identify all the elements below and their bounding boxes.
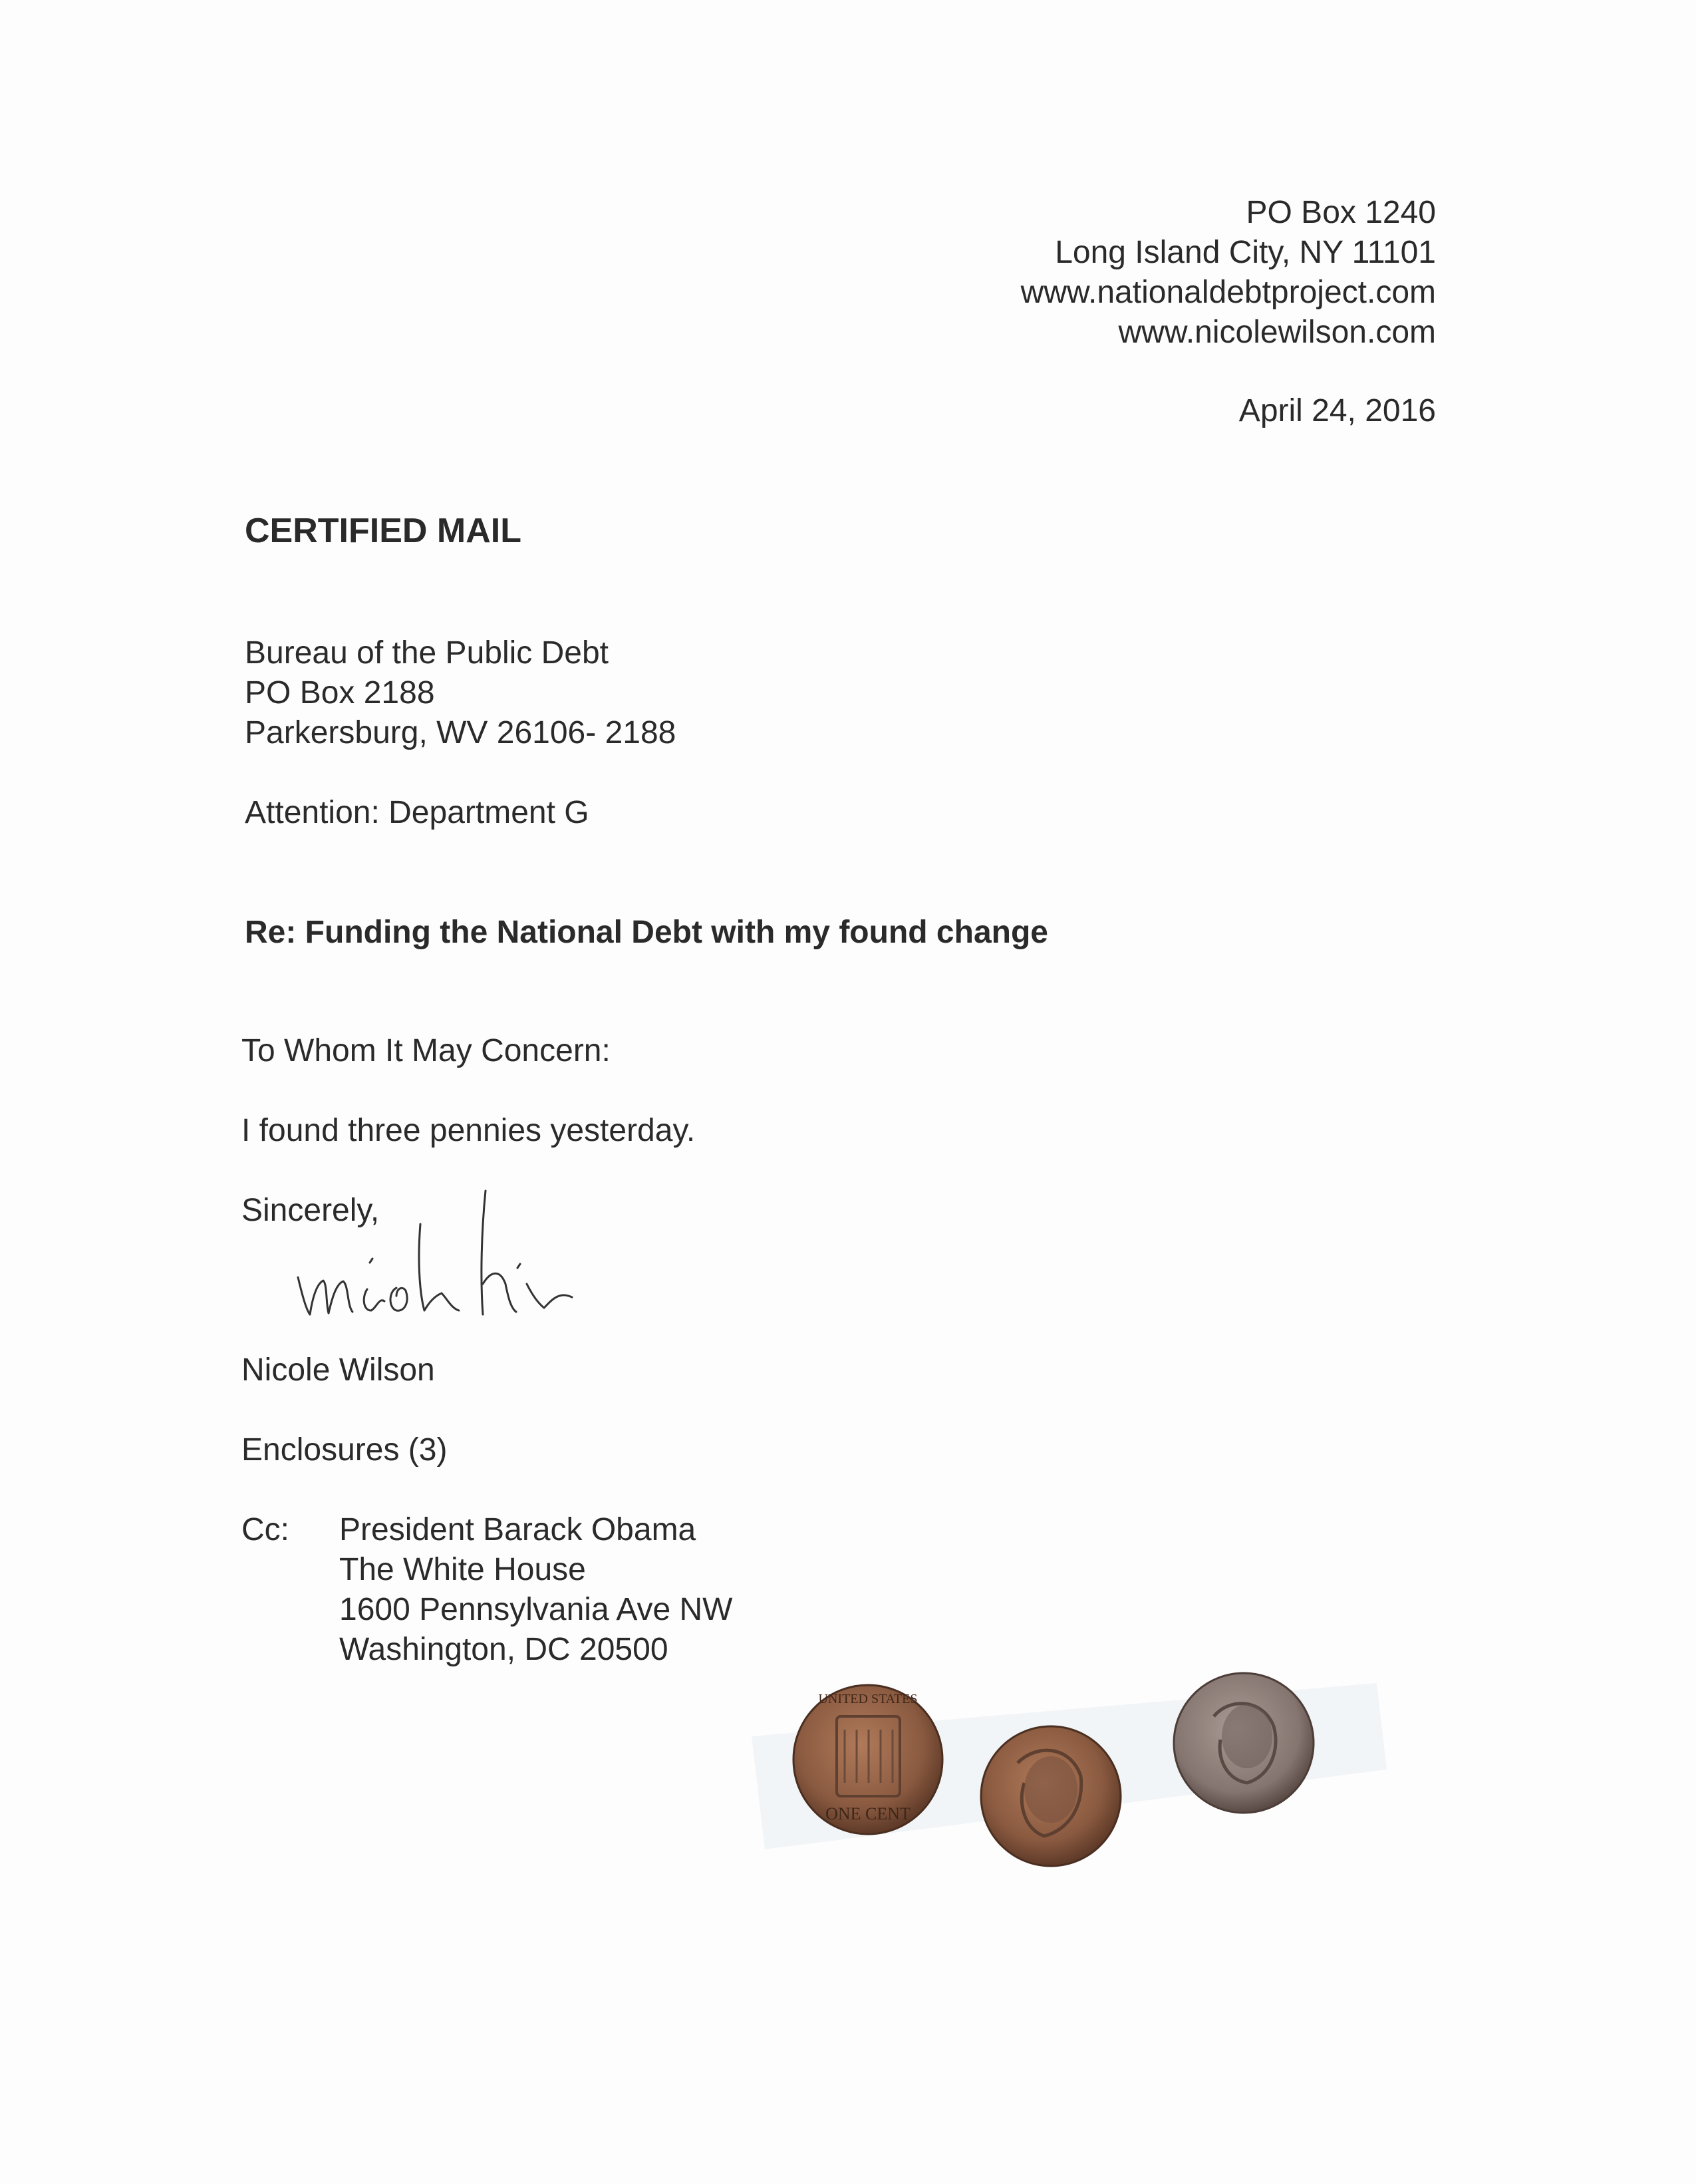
salutation: To Whom It May Concern: [241,1033,611,1068]
signer-name: Nicole Wilson [241,1352,435,1388]
coin-lettering-united-states: UNITED STATES [818,1692,918,1706]
cc-line3: 1600 Pennsylvania Ave NW [339,1592,733,1627]
cc-label: Cc: [241,1512,289,1547]
signature [279,1184,692,1330]
recipient-name: Bureau of the Public Debt [245,635,609,671]
sender-address-line1: PO Box 1240 [1246,195,1436,230]
sender-website-2: www.nicolewilson.com [1118,315,1436,350]
closing: Sincerely, [241,1193,380,1228]
recipient-attention: Attention: Department G [245,795,589,830]
cc-line4: Washington, DC 20500 [339,1632,668,1667]
coin-lettering-one-cent: ONE CENT [825,1804,911,1823]
body-text: I found three pennies yesterday. [241,1113,696,1148]
penny-3 [1174,1673,1314,1813]
recipient-address-line2: Parkersburg, WV 26106- 2188 [245,715,676,750]
sender-address-line2: Long Island City, NY 11101 [1055,235,1436,270]
cc-line2: The White House [339,1552,586,1587]
recipient-address-line1: PO Box 2188 [245,675,435,710]
sender-website-1: www.nationaldebtproject.com [1020,275,1436,310]
taped-pennies [738,1637,1390,1889]
letter-date: April 24, 2016 [1238,393,1436,428]
penny-1 [793,1685,942,1834]
enclosures: Enclosures (3) [241,1432,448,1468]
penny-2 [981,1726,1121,1866]
certified-mail-heading: CERTIFIED MAIL [245,512,521,550]
cc-name: President Barack Obama [339,1512,696,1547]
subject-line: Re: Funding the National Debt with my found change [245,915,1048,950]
